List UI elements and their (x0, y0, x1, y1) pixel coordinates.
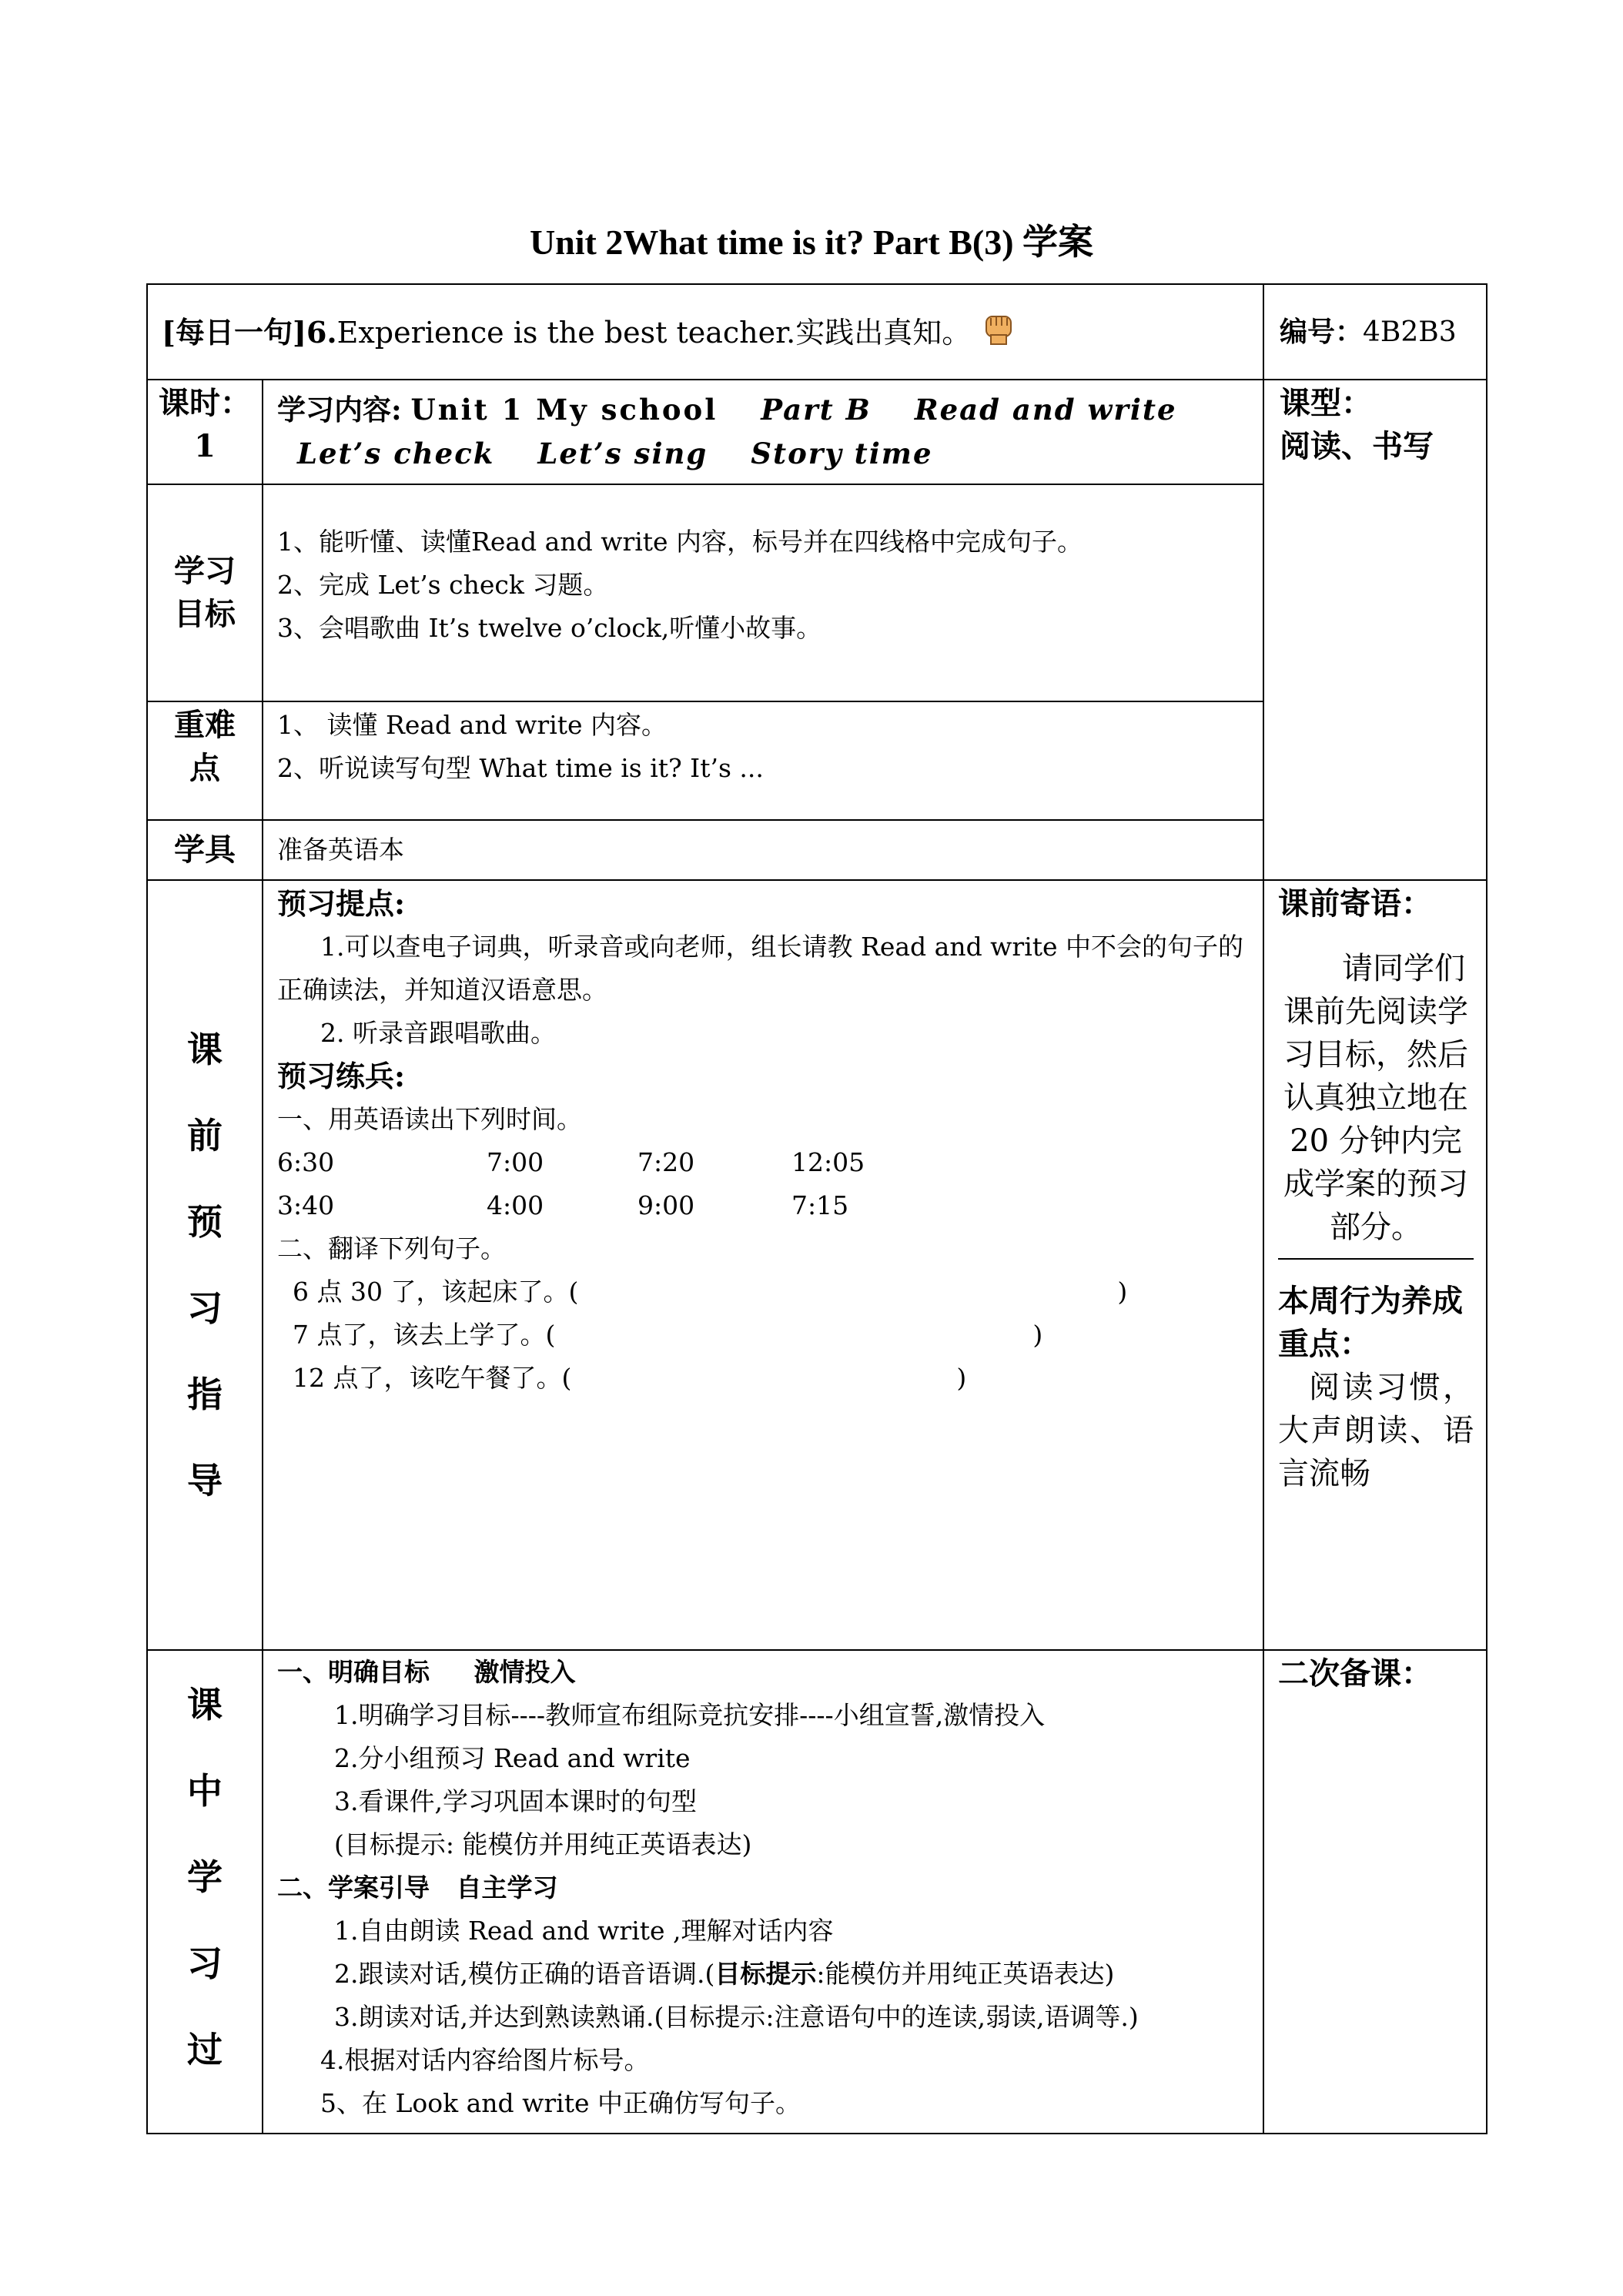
translate-sentence-1: 6 点 30 了，该起床了。( ) (293, 1277, 1128, 1307)
lesson-type-cell (1264, 380, 1486, 476)
daily-text: Experience is the best teacher.实践出真知。 (336, 315, 972, 350)
lesson-plan-table (146, 283, 1487, 2134)
times-row-2: 3:40 4:00 9:00 7:15 (277, 1190, 849, 1220)
raised-fist-icon (982, 310, 1017, 346)
content-sing: Let’s sing (537, 437, 708, 470)
inclass-item: 5、在 Look and write 中正确仿写句子。 (320, 2088, 801, 2118)
inclass-item: 2.跟读对话,模仿正确的语音语调.(目标提示:能模仿并用纯正英语表达) (334, 1959, 1115, 1989)
inclass-heading-1: 一、明确目标 激情投入 (277, 1657, 576, 1687)
tools-label: 学具 (174, 832, 236, 868)
preview-side-message: 请同学们课前先阅读学习目标，然后认真独立地在 20 分钟内完成学案的预习部分。 (1283, 951, 1469, 1245)
goal-item: 2、完成 Let’s check 习题。 (277, 570, 609, 600)
preview-tips-title: 预习提点: (277, 886, 406, 921)
habit-title: 本周行为养成重点： (1278, 1283, 1464, 1362)
preview-tip-2: 2. 听录音跟唱歌曲。 (320, 1018, 556, 1048)
inclass-row (147, 1650, 1487, 2134)
code-label: 编号： (1280, 315, 1364, 348)
content-cell (263, 380, 1263, 484)
key-point-item: 2、听说读写句型 What time is it? It’s ... (277, 753, 764, 783)
content-row (147, 380, 1487, 484)
inclass-content (263, 1651, 1263, 2133)
preview-side (1264, 881, 1486, 1495)
habit-text: 阅读习惯，大声朗读、语言流畅 (1278, 1370, 1474, 1491)
divider (1278, 1258, 1474, 1260)
inclass-item: (目标提示: 能模仿并用纯正英语表达) (334, 1829, 752, 1859)
goal-item: 3、会唱歌曲 It’s twelve o’clock,听懂小故事。 (277, 613, 822, 643)
key-points-label: 重难 点 (174, 707, 236, 786)
goals-list (263, 485, 1263, 658)
goals-label: 学习 目标 (174, 553, 236, 632)
inclass-item: 2.分小组预习 Read and write (334, 1743, 691, 1773)
goal-item: 1、能听懂、读懂Read and write 内容，标号并在四线格中完成句子。 (277, 527, 1083, 557)
key-points-list (263, 702, 1263, 798)
inclass-side-title: 二次备课： (1278, 1655, 1433, 1692)
code-value: 4B2B3 (1363, 316, 1457, 348)
content-story: Story time (751, 437, 933, 470)
period-cell (148, 380, 262, 468)
preview-vertical-label: 课 前 预 习 指 导 (187, 1029, 223, 1501)
times-row-1: 6:30 7:00 7:20 12:05 (277, 1147, 865, 1177)
period-value: 1 (194, 428, 216, 464)
content-unit: Unit 1 My school (410, 393, 718, 427)
daily-row (147, 284, 1487, 380)
inclass-item: 3.看课件,学习巩固本课时的句型 (334, 1786, 697, 1816)
content-check: Let’s check (297, 437, 495, 470)
daily-number: 6. (306, 314, 337, 350)
preview-practice-title: 预习练兵: (277, 1059, 406, 1093)
daily-bracket: [每日一句] (162, 314, 306, 350)
daily-sentence (148, 303, 1263, 362)
translate-sentence-2: 7 点了，该去上学了。( ) (293, 1320, 1043, 1350)
lesson-type-value: 阅读、书写 (1280, 428, 1434, 464)
preview-question-2: 二、翻译下列句子。 (277, 1233, 506, 1263)
inclass-item: 4.根据对话内容给图片标号。 (320, 2045, 650, 2075)
lesson-type-label: 课型： (1280, 385, 1373, 421)
code-field (1264, 303, 1486, 362)
tools-value: 准备英语本 (277, 835, 404, 865)
inclass-item: 1.自由朗读 Read and write ,理解对话内容 (334, 1916, 834, 1946)
content-part: Part B (761, 393, 872, 427)
inclass-item: 3.朗读对话,并达到熟读熟诵.(目标提示:注意语句中的连读,弱读,语调等.) (334, 2002, 1139, 2032)
key-point-item: 1、 读懂 Read and write 内容。 (277, 710, 668, 740)
preview-row (147, 880, 1487, 1650)
inclass-heading-2: 二、学案引导 自主学习 (277, 1873, 558, 1903)
preview-tip-1: 1.可以查电子词典，听录音或向老师，组长请教 Read and write 中不会的句子的正确读法，并知道汉语意思。 (277, 932, 1244, 1005)
period-label: 课时： (159, 385, 251, 421)
page-title: Unit 2What time is it? Part B(3) 学案 (529, 223, 1094, 262)
preview-content (263, 881, 1263, 1407)
translate-sentence-3: 12 点了，该吃午餐了。( ) (293, 1363, 967, 1393)
content-read-write: Read and write (914, 393, 1177, 427)
preview-question-1: 一、用英语读出下列时间。 (277, 1104, 582, 1134)
inclass-vertical-label: 课 中 学 习 过 (187, 1684, 223, 2070)
inclass-item: 1.明确学习目标----教师宣布组际竞抗安排----小组宣誓,激情投入 (334, 1700, 1046, 1730)
content-label: 学习内容: (277, 393, 402, 427)
preview-side-title: 课前寄语： (1278, 885, 1433, 922)
